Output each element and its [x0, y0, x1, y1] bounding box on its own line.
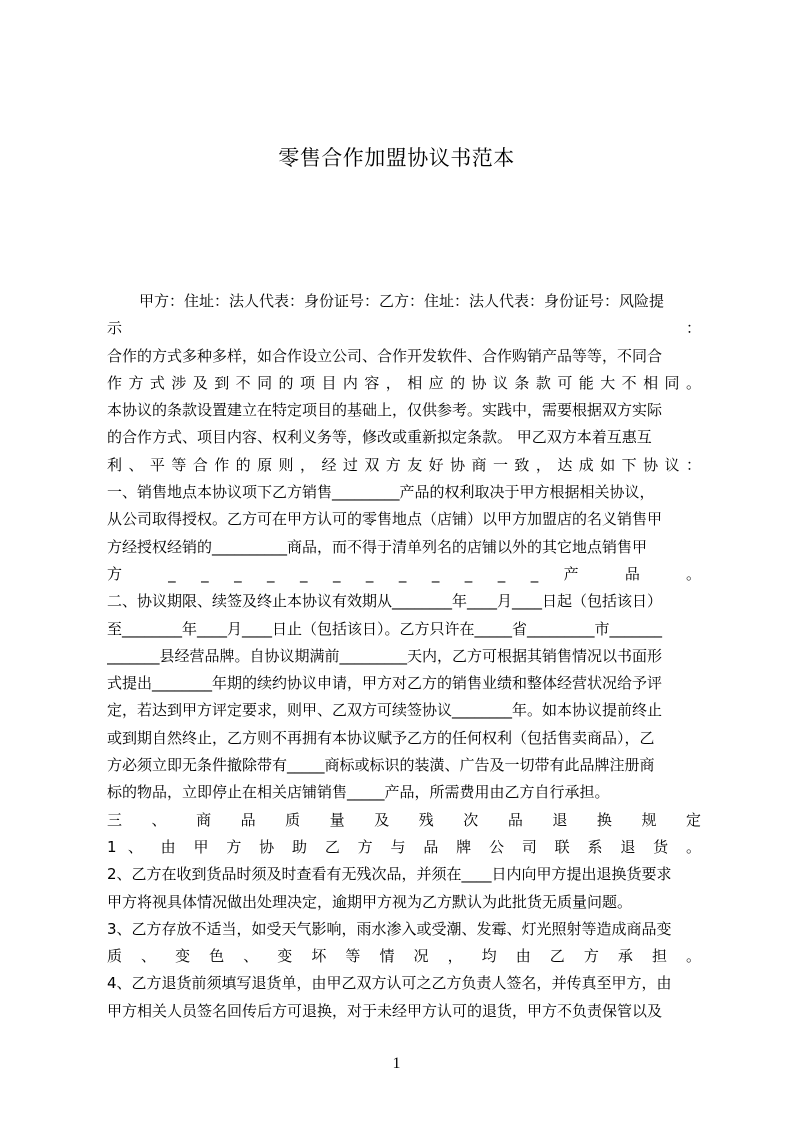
paragraph-line: 的合作方式、项目内容、权利义务等，修改或重新拟定条款。 甲乙双方本着互惠互	[107, 428, 652, 447]
list-item: 1 、 由 甲 方 协 助 乙 方 与 品 牌 公 司 联 系 退 货 。	[107, 837, 701, 856]
section-heading-2: 二、协议期限、续签及终止本协议有效期从________年____月____日起（包括该日）	[107, 592, 663, 611]
document-body	[107, 288, 701, 1025]
paragraph-line: 至________年____月____日止（包括该日）。乙方只许在_____省_________市_______	[107, 619, 663, 638]
paragraph-line: 甲方相关人员签名回传后方可退换，对于未经甲方认可的退货，甲方不负责保管以及	[107, 1001, 663, 1020]
section-heading-1: 一、销售地点本协议项下乙方销售_________产品的权利取决于甲方根据相关协议，	[107, 483, 655, 502]
list-item: 3、乙方存放不适当，如受天气影响，雨水渗入或受潮、发霉、灯光照射等造成商品变	[107, 919, 672, 938]
paragraph-line: 或到期自然终止，乙方则不再拥有本协议赋予乙方的任何权利（包括售卖商品），乙	[107, 728, 655, 747]
document-title: 零售合作加盟协议书范本	[278, 146, 515, 170]
paragraph-line: 方经授权经销的__________商品，而不得于清单列名的店铺以外的其它地点销售甲	[107, 537, 648, 556]
paragraph-line: 本协议的条款设置建立在特定项目的基础上，仅供参考。实践中，需要根据双方实际	[107, 401, 663, 420]
paragraph-line: 式提出________年期的续约协议申请，甲方对乙方的销售业绩和整体经营状况给予评	[107, 674, 663, 693]
page-number: 1	[392, 1055, 401, 1072]
paragraph-line: 定，若达到甲方评定要求，则甲、乙双方可续签协议________年。如本协议提前终止	[107, 701, 663, 720]
paragraph-line: 合作的方式多种多样，如合作设立公司、合作开发软件、合作购销产品等等，不同合	[107, 346, 663, 365]
paragraph-line: 作方式涉及到不同的项目内容，相应的协议条款可能大不相同。	[107, 373, 701, 392]
paragraph-line: 方必须立即无条件撤除带有_____商标或标识的装潢、广告及一切带有此品牌注册商	[107, 756, 655, 775]
paragraph-line: 甲方将视具体情况做出处理决定，逾期甲方视为乙方默认为此批货无质量问题。	[107, 892, 633, 911]
paragraph-line: 从公司取得授权。乙方可在甲方认可的零售地点（店铺）以甲方加盟店的名义销售甲	[107, 510, 663, 529]
paragraph-line: 利、平等合作的原则，经过双方友好协商一致，达成如下协议：	[107, 455, 701, 474]
paragraph-line: 甲方：住址：法人代表：身份证号：乙方：住址：法人代表：身份证号：风险提	[139, 292, 665, 310]
paragraph-line: _______县经营品牌。自协议期满前_________天内，乙方可根据其销售情况以书面形	[107, 646, 663, 665]
paragraph-line: 示 ：	[107, 319, 701, 338]
paragraph-line: 方 _ _ _ _ _ _ _ _ _ _ _ _ 产 品 。	[107, 564, 701, 583]
list-item: 4、乙方退货前须填写退货单，由甲乙双方认可之乙方负责人签名，并传真至甲方，由	[107, 974, 672, 993]
paragraph-line: 质 、 变 色 、 变 坏 等 情 况 ， 均 由 乙 方 承 担 。	[107, 947, 701, 966]
list-item: 2、乙方在收到货品时须及时查看有无残次品，并须在____日内向甲方提出退换货要求	[107, 865, 672, 884]
section-heading-3: 三 、 商 品 质 量 及 残 次 品 退 换 规 定	[107, 810, 701, 829]
paragraph-line: 标的物品，立即停止在相关店铺销售_____产品，所需费用由乙方自行承担。	[107, 783, 610, 802]
